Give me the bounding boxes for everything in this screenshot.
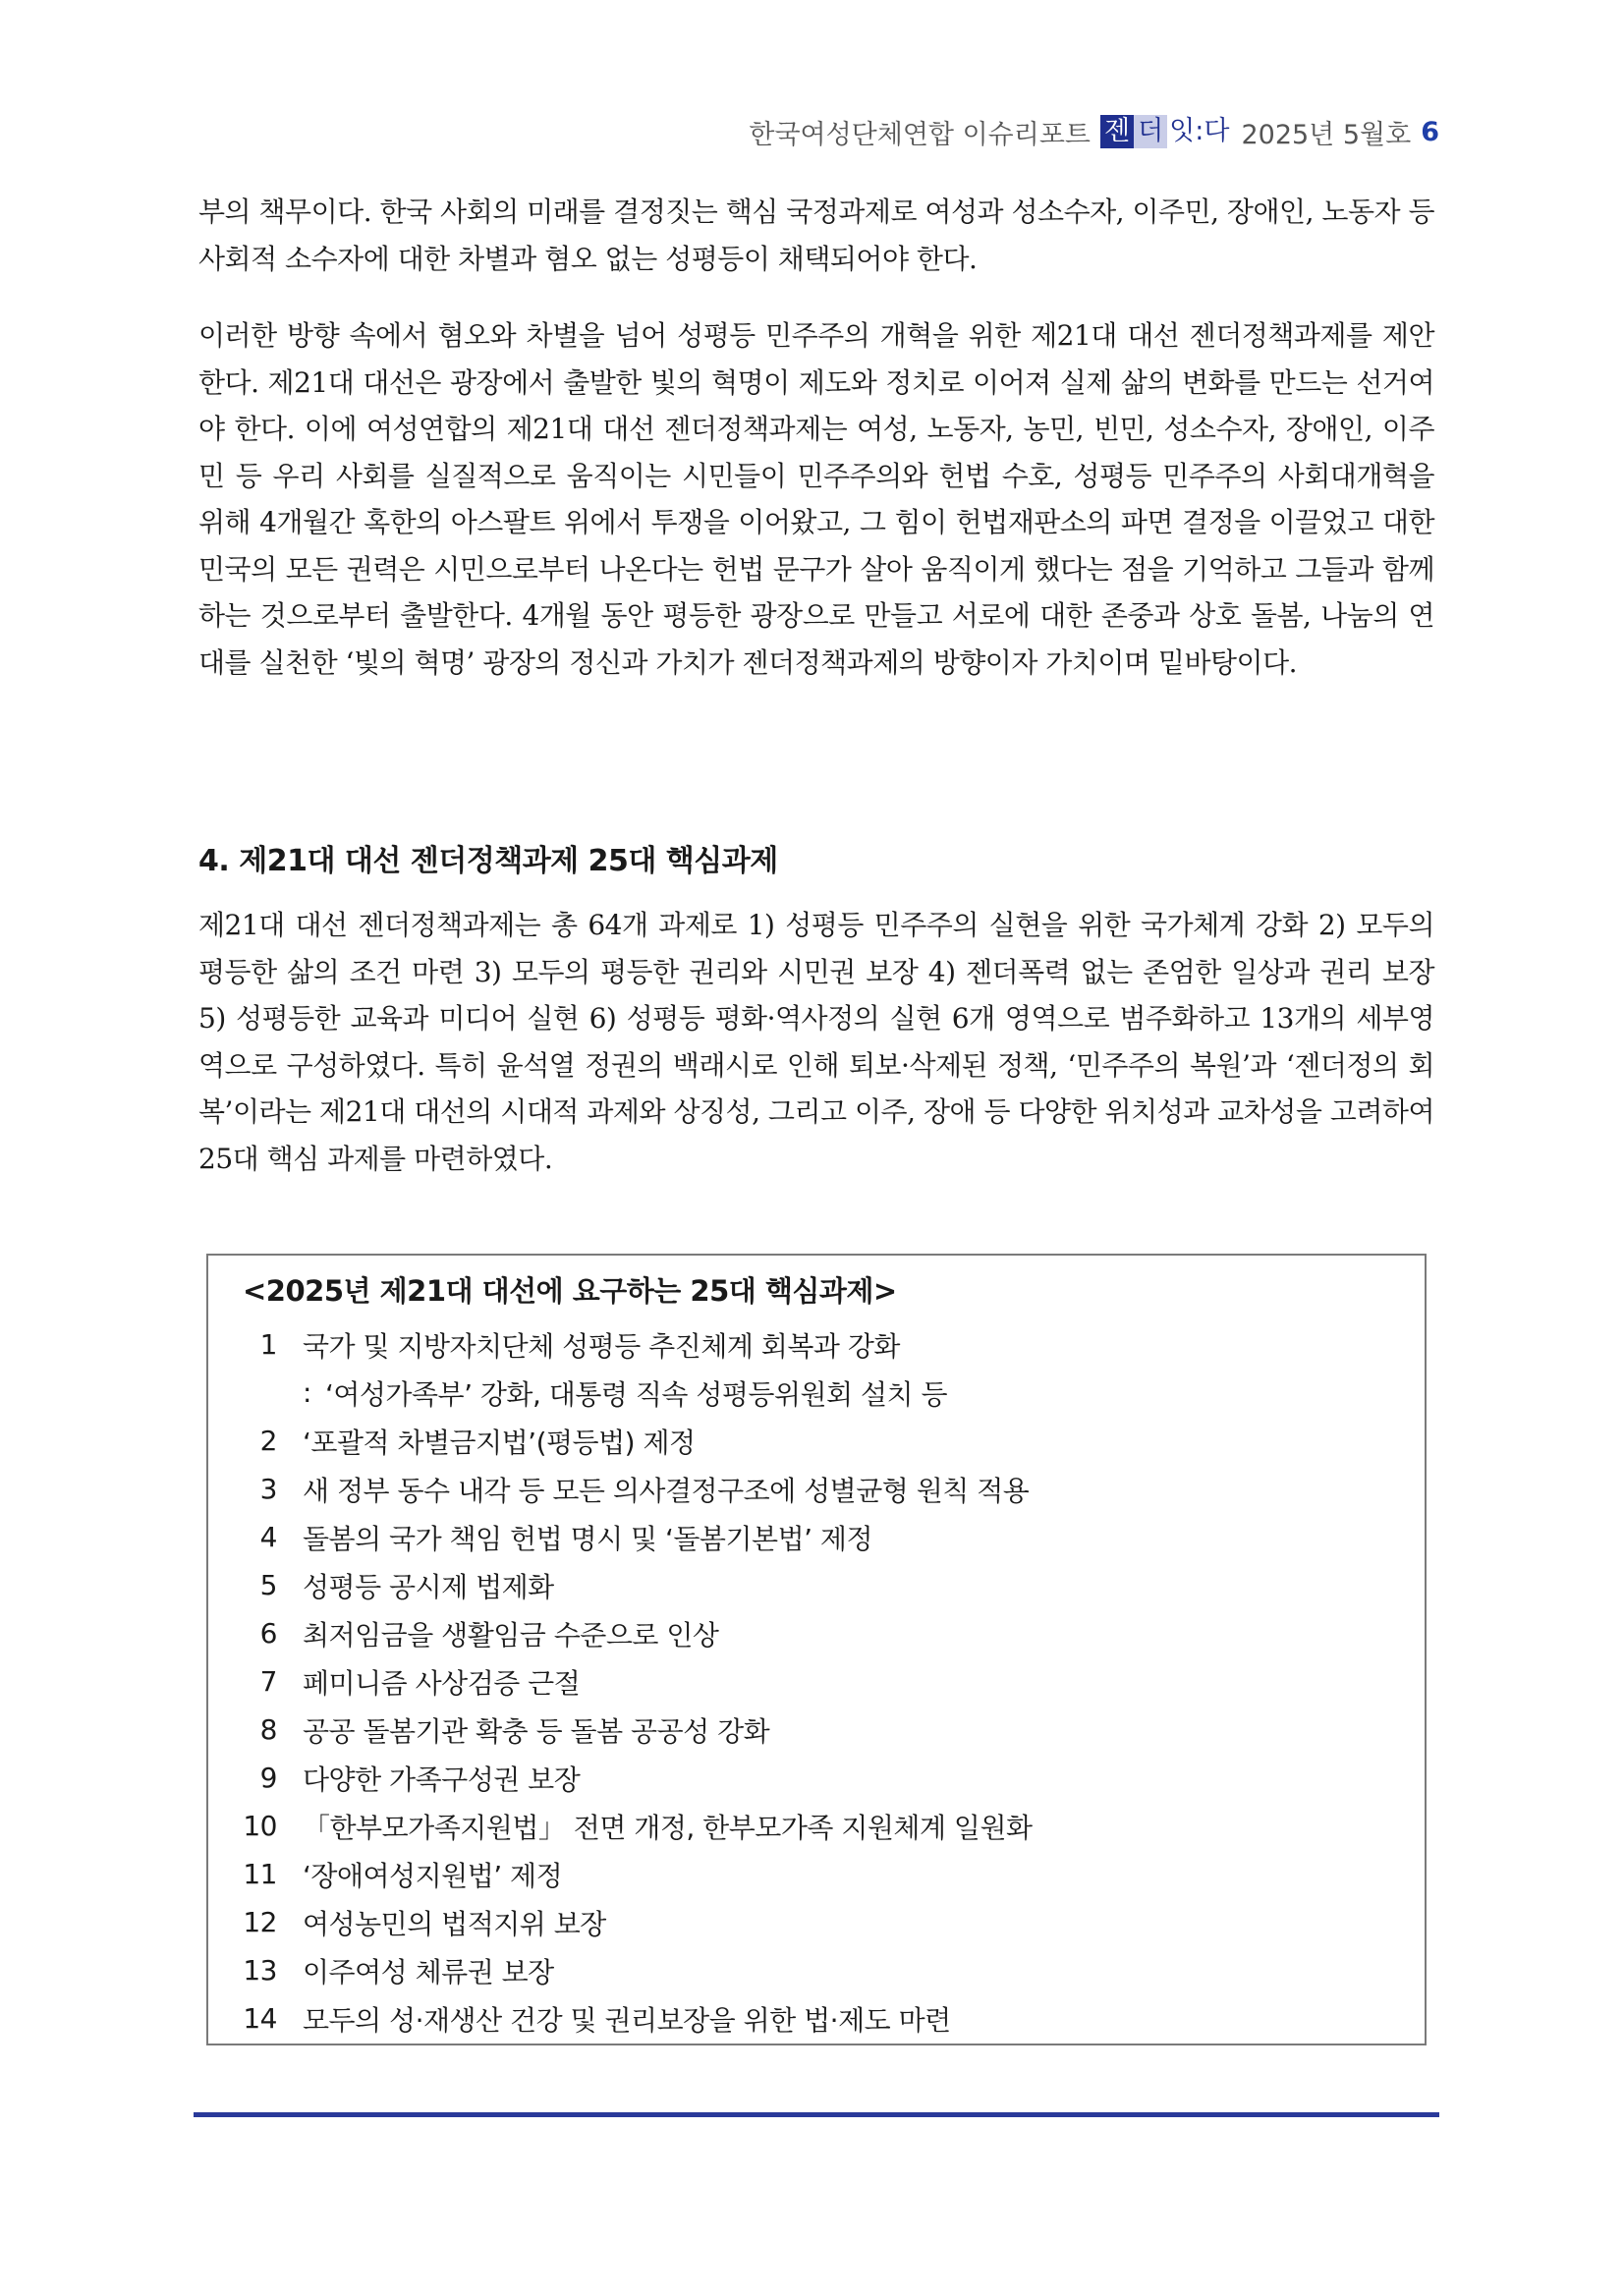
detail-colon: : [303,1376,311,1409]
brand-logo [1100,115,1231,148]
list-item [208,1898,1425,1946]
item-text: 성평등 공시제 법제화 [303,1570,554,1603]
list-item [208,1802,1425,1850]
item-text: 모두의 성·재생산 건강 및 권리보장을 위한 법·제도 마련 [303,2003,951,2037]
list-item [208,1754,1425,1802]
item-number: 5 [259,1569,277,1601]
list-item [208,1609,1425,1657]
item-number: 2 [259,1425,277,1457]
item-number: 12 [243,1906,277,1938]
brand-logo-part-3: 잇:다 [1169,116,1230,146]
page-number: 6 [1421,116,1439,147]
list-item [208,1417,1425,1465]
list-item [208,1320,1425,1369]
core-task-list [208,1320,1425,2043]
bottom-divider [194,2112,1439,2117]
item-number: 13 [243,1954,277,1987]
item-text: 여성농민의 법적지위 보장 [303,1907,606,1940]
section-title: 4. 제21대 대선 젠더정책과제 25대 핵심과제 [198,844,778,878]
item-text: 돌봄의 국가 책임 헌법 명시 및 ‘돌봄기본법’ 제정 [303,1522,873,1555]
page-header [749,114,1439,149]
item-number: 11 [243,1858,277,1890]
brand-logo-part-2: 더 [1134,115,1167,148]
item-number: 7 [259,1665,277,1698]
list-item [208,1850,1425,1898]
box-title: <2025년 제21대 대선에 요구하는 25대 핵심과제> [243,1274,897,1308]
detail-text: ‘여성가족부’ 강화, 대통령 직속 성평등위원회 설치 등 [324,1377,948,1411]
paragraph-3: 제21대 대선 젠더정책과제는 총 64개 과제로 1) 성평등 민주주의 실현을 위한 국가체계 강화 2) 모두의 평등한 삶의 조건 마련 3) 모두의 평등한 권리와 시민권 보장 4) 젠더폭력 없는 존엄한 일상과 권리 보장 5) 성평등한 교육과 미디어 실현 6) 성평등 평화·역사정의 실현 6개 영역으로 범주화하고 13개의 세부영역으로 구성하였다. 특히 윤석열 정권의 백래시로 인해 퇴보·삭제된 정책, ‘민주주의 복원’과 ‘젠더정의 회복’이라는 제21대 대선의 시대적 과제와 상징성, 그리고 이주, 장애 등 다양한 위치성과 교차성을 고려하여 25대 핵심 과제를 마련하였다. [198,909,1434,1175]
list-item [208,1657,1425,1706]
brand-logo-part-1: 젠 [1100,115,1134,148]
item-number: 3 [259,1473,277,1505]
header-issue: 2025년 5월호 [1241,119,1412,150]
item-text: ‘포괄적 차별금지법’(평등법) 제정 [303,1426,696,1459]
item-number: 1 [259,1328,277,1361]
item-text: ‘장애여성지원법’ 제정 [303,1859,563,1892]
item-number: 10 [243,1810,277,1842]
item-text: 새 정부 동수 내각 등 모든 의사결정구조에 성별균형 원칙 적용 [303,1474,1030,1507]
item-text: 다양한 가족구성권 보장 [303,1763,581,1796]
item-text: 공공 돌봄기관 확충 등 돌봄 공공성 강화 [303,1714,770,1748]
list-item [208,1465,1425,1513]
item-text: 국가 및 지방자치단체 성평등 추진체계 회복과 강화 [303,1329,900,1363]
paragraph-1: 부의 책무이다. 한국 사회의 미래를 결정짓는 핵심 국정과제로 여성과 성소수자, 이주민, 장애인, 노동자 등 사회적 소수자에 대한 차별과 혐오 없는 성평등이 채택되어야 한다. [198,196,1434,275]
list-item-detail [208,1369,1425,1417]
header-org: 한국여성단체연합 이슈리포트 [749,119,1092,150]
paragraph-2: 이러한 방향 속에서 혐오와 차별을 넘어 성평등 민주주의 개혁을 위한 제21대 대선 젠더정책과제를 제안한다. 제21대 대선은 광장에서 출발한 빛의 혁명이 제도와 정치로 이어져 실제 삶의 변화를 만드는 선거여야 한다. 이에 여성연합의 제21대 대선 젠더정책과제는 여성, 노동자, 농민, 빈민, 성소수자, 장애인, 이주민 등 우리 사회를 실질적으로 움직이는 시민들이 민주주의와 헌법 수호, 성평등 민주주의 사회대개혁을 위해 4개월간 혹한의 아스팔트 위에서 투쟁을 이어왔고, 그 힘이 헌법재판소의 파면 결정을 이끌었고 대한민국의 모든 권력은 시민으로부터 나온다는 헌법 문구가 살아 움직이게 했다는 점을 기억하고 그들과 함께 하는 것으로부터 출발한다. 4개월 동안 평등한 광장으로 만들고 서로에 대한 존중과 상호 돌봄, 나눔의 연대를 실천한 ‘빛의 혁명’ 광장의 정신과 가치가 젠더정책과제의 방향이자 가치이며 밑바탕이다. [198,319,1434,679]
list-item [208,1994,1425,2043]
core-tasks-box [206,1254,1427,2045]
list-item [208,1946,1425,1994]
list-item [208,1706,1425,1754]
list-item [208,1561,1425,1609]
item-text: 이주여성 체류권 보장 [303,1955,554,1988]
item-text: 페미니즘 사상검증 근절 [303,1666,581,1700]
item-text: 「한부모가족지원법」 전면 개정, 한부모가족 지원체계 일원화 [303,1811,1033,1844]
item-number: 8 [259,1713,277,1746]
list-item [208,1513,1425,1561]
item-number: 6 [259,1617,277,1650]
item-text: 최저임금을 생활임금 수준으로 인상 [303,1618,719,1652]
item-number: 9 [259,1762,277,1794]
item-number: 4 [259,1521,277,1553]
item-number: 14 [243,2002,277,2035]
